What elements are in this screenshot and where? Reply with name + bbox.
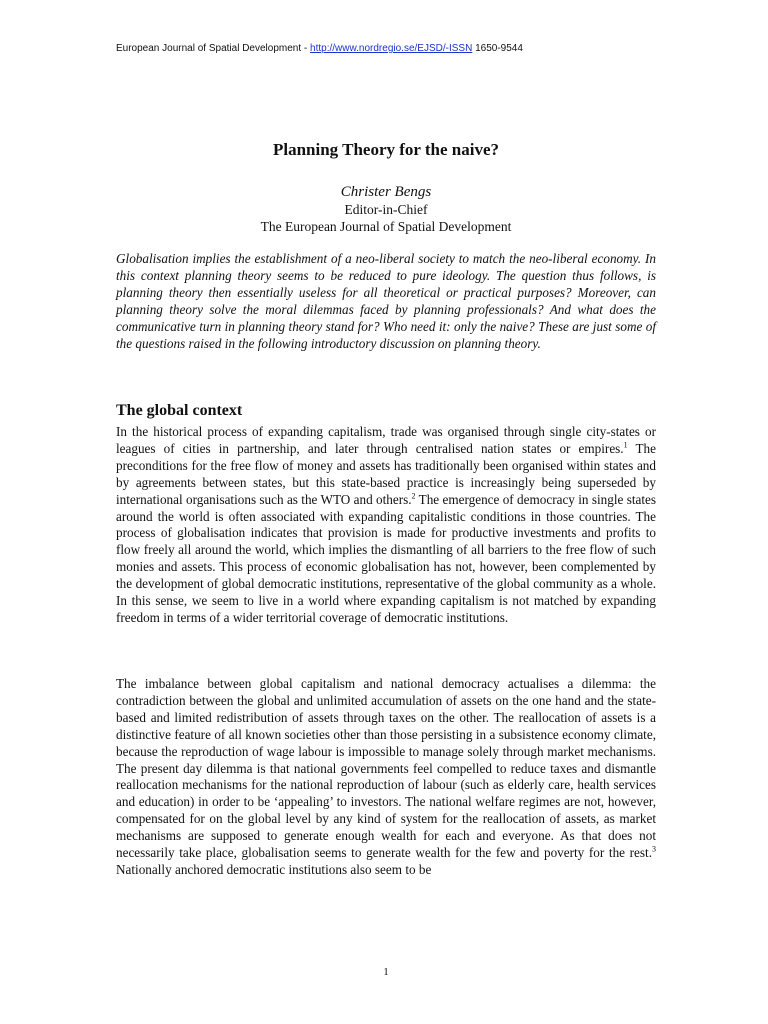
footnote-ref-3[interactable]: 3 xyxy=(652,844,656,854)
issn-link[interactable]: -ISSN xyxy=(445,43,473,54)
article-title: Planning Theory for the naive? xyxy=(272,140,500,159)
abstract: Globalisation implies the establishment of a neo-liberal society to match the neo-liberal economy. In this context planning theory seems to be reduced to pure ideology. The question thus follows, is planning theory then essentially useless for all theoretical or practical purposes? Moreover, can planning theory solve the moral dilemmas faced by planning professionals? And what does the communicative turn in planning theory stand for? Who need it: only the naive? These are just some of the questions raised in the following introductory discussion on planning theory. xyxy=(116,251,656,351)
paragraph-text: In the historical process of expanding capitalism, trade was organised through single city-states or leagues of cities in partnership, and later through centralised nation states or empires. xyxy=(116,424,656,456)
author-role: Editor-in-Chief xyxy=(344,202,428,217)
author-name: Christer Bengs xyxy=(340,184,432,200)
footnote-ref-1[interactable]: 1 xyxy=(623,440,628,450)
issn-number: 1650-9544 xyxy=(472,43,523,54)
paragraph-text: The emergence of democracy in single states around the world is often associated with expanding capitalistic conditions in those countries. The process of globalisation indicates that provision is made for productive investments and profits to flow freely all around the world, which implies the dismantling of all barriers to the free flow of such monies and assets. This process of economic globalisation has not, however, been complemented by the development of global democratic institutions, representative of the global community as a whole. In this sense, we seem to live in a world where expanding capitalism is not matched by expanding freedom in terms of a wider territorial coverage of democratic institutions. xyxy=(116,491,656,625)
author-block xyxy=(116,183,656,235)
paragraph-text: The imbalance between global capitalism and national democracy actualises a dilemma: the contradiction between the global and unlimited accumulation of assets on the one hand and the state-based and limited redistribution of assets through taxes on the other. The reallocation of assets is a distinctive feature of all known societies other than those persisting in a subsistence economy climate, because the reproduction of wage labour is impossible to manage solely through market mechanisms. The present day dilemma is that national governments feel compelled to reduce taxes and dismantle reallocation mechanisms for the national reproduction of labour (such as elderly care, health services and education) in order to be ‘appealing’ to investors. The national welfare regimes are not, however, compensated for on the global level by any kind of system for the reallocation of assets, as market mechanisms are supposed to generate enough wealth for each and everyone. As that does not necessarily take place, globalisation seems to generate wealth for the few and poverty for the rest. xyxy=(116,676,656,861)
journal-name: European Journal of Spatial Development - xyxy=(116,43,311,54)
footnote-ref-2[interactable]: 2 xyxy=(411,491,416,501)
paragraph-text: Nationally anchored democratic institutions also seem to be xyxy=(116,861,432,877)
author-affiliation: The European Journal of Spatial Development xyxy=(260,219,512,234)
body-paragraph-2 xyxy=(116,676,656,879)
running-header xyxy=(116,43,676,55)
journal-url-link[interactable]: http://www.nordregio.se/EJSD/ xyxy=(310,43,446,54)
body-paragraph-1 xyxy=(116,424,656,627)
page-number: 1 xyxy=(383,966,389,978)
section-heading: The global context xyxy=(116,402,243,419)
paragraph-text: The preconditions for the free flow of money and assets has traditionally been organised within states and by agreements between states, but this state-based practice is increasingly being superseded by international organisations such as the WTO and others. xyxy=(116,440,656,507)
